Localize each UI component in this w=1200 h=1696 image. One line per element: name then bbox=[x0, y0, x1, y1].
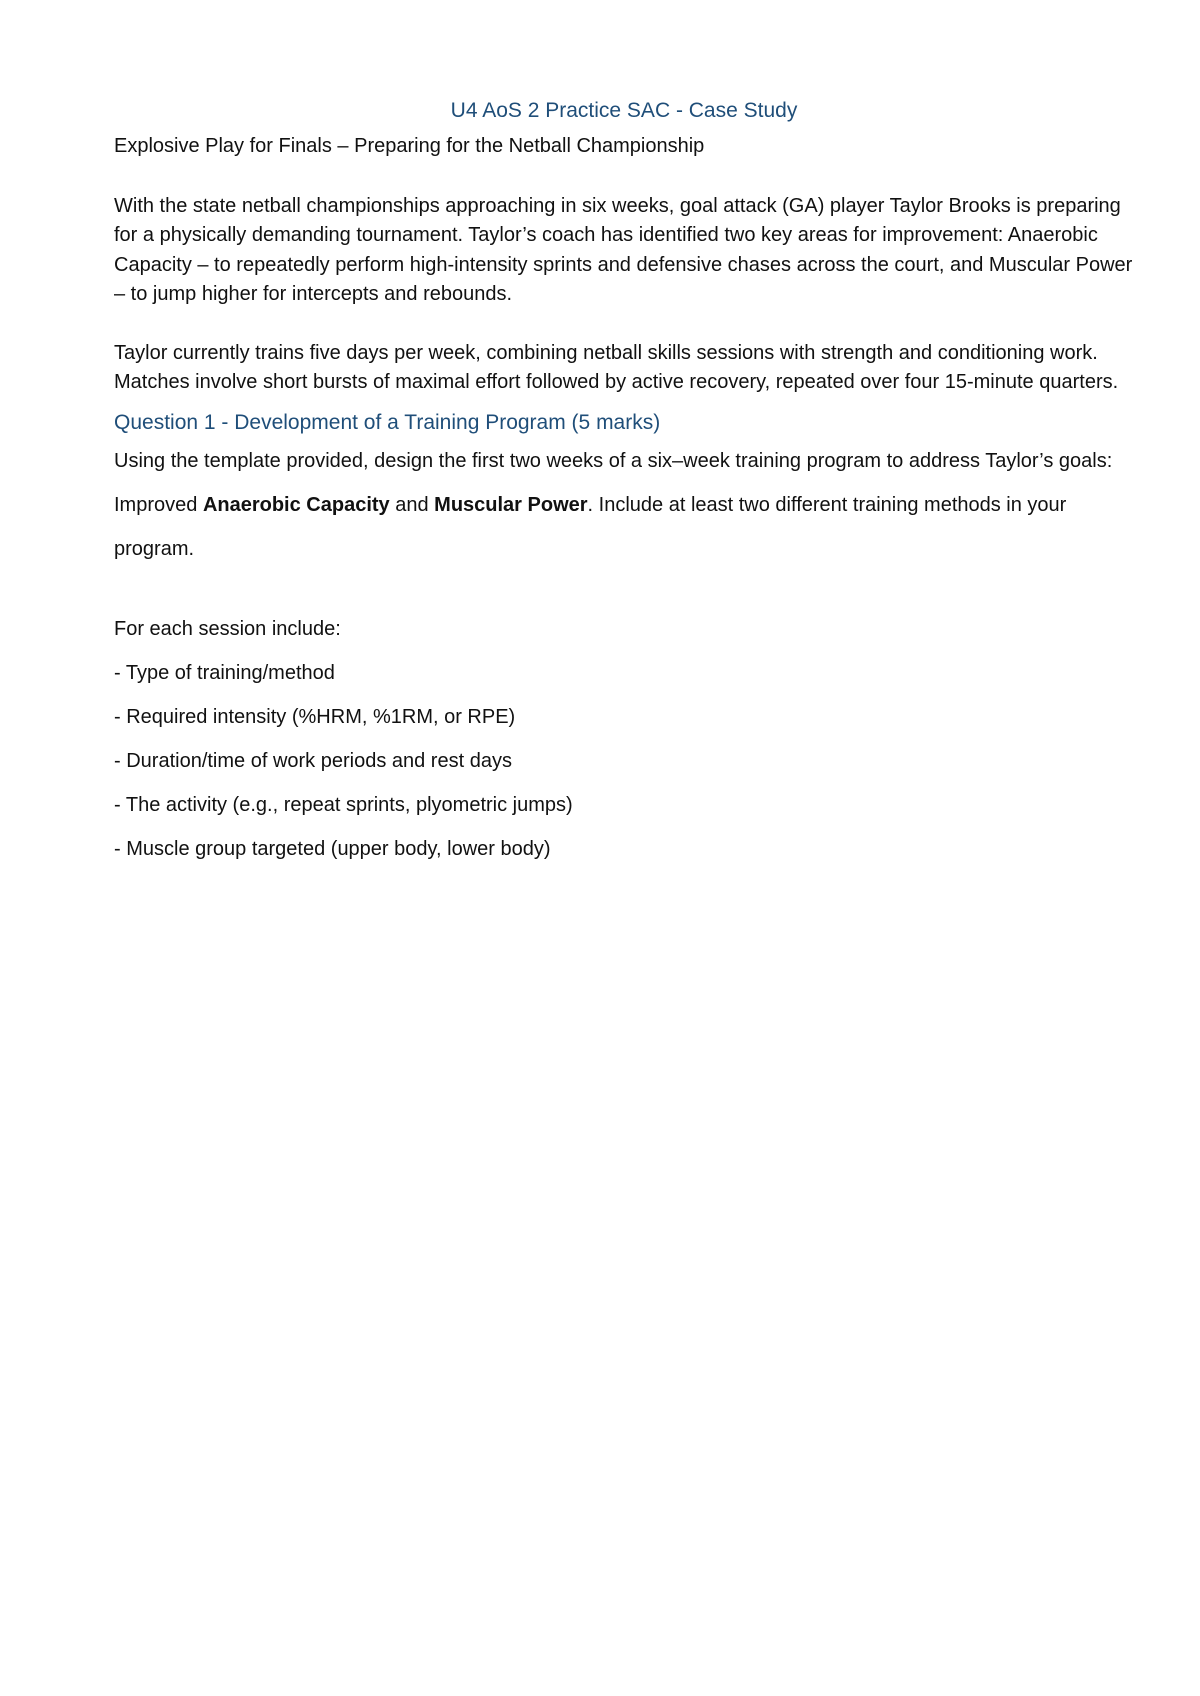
anaerobic-capacity-bold: Anaerobic Capacity bbox=[202, 493, 390, 516]
document-content bbox=[114, 96, 1134, 871]
list-item: - The activity (e.g., repeat sprints, plyometric jumps) bbox=[114, 793, 573, 816]
session-requirements-list bbox=[114, 651, 1134, 871]
session-requirements-intro: For each session include: bbox=[114, 617, 341, 640]
list-item: - Duration/time of work periods and rest days bbox=[114, 749, 512, 772]
muscular-power-bold: Muscular Power bbox=[434, 493, 588, 516]
document-title: U4 AoS 2 Practice SAC - Case Study bbox=[450, 99, 798, 122]
list-item: - Type of training/method bbox=[114, 661, 335, 684]
list-item: - Required intensity (%HRM, %1RM, or RPE) bbox=[114, 705, 516, 728]
case-paragraph-1: With the state netball championships approaching in six weeks, goal attack (GA) player Taylor Brooks is preparing for a physically demanding tournament. Taylor’s coach has identified two key areas for improvement: Anaerobic Capacity – to repeatedly perform high-intensity sprints and defensive chases across the court, and Muscular Power – to jump higher for intercepts and rebounds. bbox=[114, 194, 1133, 305]
question-1-heading: Question 1 - Development of a Training Program (5 marks) bbox=[114, 410, 661, 434]
case-paragraph-2: Taylor currently trains five days per week, combining netball skills sessions with strength and conditioning work. Matches involve short bursts of maximal effort followed by active recovery, repeated over four 15-minute quarters. bbox=[114, 341, 1119, 393]
question-1-instructions bbox=[114, 439, 1134, 571]
instruction-text-part-3: . Include at least two different training methods in your program. bbox=[114, 493, 1067, 560]
instruction-text-part-1: Using the template provided, design the first two weeks of a six–week training program to address Taylor’s goals: Improved bbox=[114, 449, 1113, 516]
list-item: - Muscle group targeted (upper body, lower body) bbox=[114, 837, 551, 860]
case-study-subtitle: Explosive Play for Finals – Preparing for the Netball Championship bbox=[114, 135, 705, 157]
instruction-text-part-2: and bbox=[389, 493, 435, 516]
